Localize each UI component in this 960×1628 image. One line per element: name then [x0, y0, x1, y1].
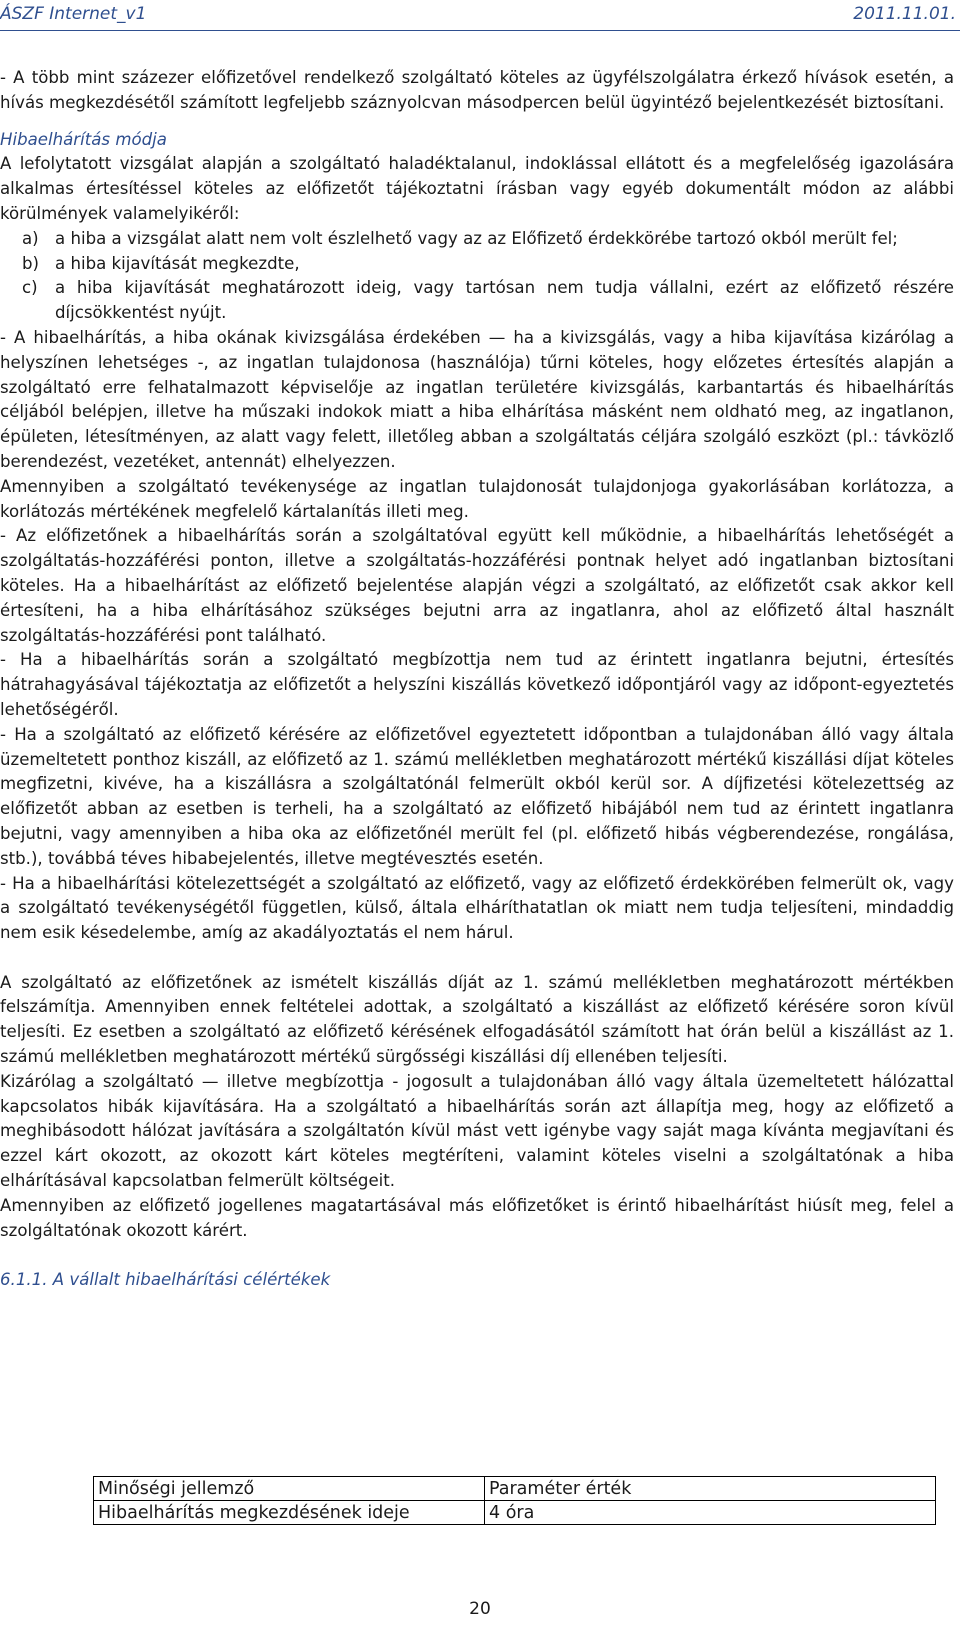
list-item-text: a hiba kijavítását meghatározott ideig, vagy tartósan nem tudja vállalni, ezért az előfizető részére díjcsökkentést nyújt.: [55, 278, 954, 323]
paragraph: - Ha a hibaelhárítási kötelezettségét a szolgáltató az előfizető, vagy az előfizető érdekkörében felmerült ok, vagy a szolgáltató tevékenységétől független, külső, általa elháríthatatlan ok miatt nem tudja teljesíteni, mindaddig nem esik késedelembe, amíg az akadályoztatás el nem hárul.: [0, 873, 954, 943]
table-header-cell: Paraméter érték: [485, 1477, 936, 1501]
paragraph: Kizárólag a szolgáltató — illetve megbízottja - jogosult a tulajdonában álló vagy általa üzemeltetett hálózattal kapcsolatos hibák kijavítására. Ha a szolgáltató a hibaelhárítás során azt állapítja meg, hogy az előfizető a meghibásodott hálózat javítására a szolgáltatón kívül mást vett igénybe vagy saját maga kívánta megjavítani és ezzel kárt okozott, az okozott kárt köteles megtéríteni, valamint köteles viselni a szolgáltatónak a hiba elhárításával kapcsolatban felmerült költségeit.: [0, 1071, 954, 1191]
paragraph: Amennyiben a szolgáltató tevékenysége az ingatlan tulajdonosát tulajdonjoga gyakorlásában korlátozza, a korlátozás mértékének megfelelő kártalanítás illeti meg.: [0, 476, 954, 521]
table-cell: Hibaelhárítás megkezdésének ideje: [94, 1501, 485, 1525]
page-header: [0, 0, 960, 31]
list-item-text: a hiba kijavítását megkezdte,: [55, 253, 300, 273]
paragraph: - Ha a szolgáltató az előfizető kérésére az előfizetővel egyeztetett időpontban a tulajdonában álló vagy általa üzemeltetett ponthoz kiszáll, az előfizető az 1. számú mellékletben meghatározott mértékű kiszállási díjat köteles megfizetni, kivéve, ha a kiszállásra a szolgáltatónál felmerült okból kerül sor. A díjfizetési kötelezettség az előfizetőt abban az esetben is terheli, ha a szolgáltató az előfizető hibájából nem tud az érintett ingatlanra bejutni, vagy amennyiben a hiba oka az előfizetőnél merült fel (pl. előfizető hibás végberendezése, rongálása, stb.), továbbá téves hibabejelentés, illetve megtévesztés esetén.: [0, 724, 954, 868]
target-values-table: [93, 1476, 936, 1525]
list-item-text: a hiba a vizsgálat alatt nem volt észlelhető vagy az az Előfizető érdekkörébe tartozó okból merült fel;: [55, 228, 898, 248]
intro-paragraph: - A több mint százezer előfizetővel rendelkező szolgáltató köteles az ügyfélszolgálatra érkező hívások esetén, a hívás megkezdésétől számított legfeljebb száznyolcvan másodpercen belül ügyintéző bejelentkezését biztosítani.: [0, 68, 954, 112]
section-title: Hibaelhárítás módja: [0, 129, 167, 149]
paragraph: - Az előfizetőnek a hibaelhárítás során a szolgáltatóval együtt kell működnie, a hibaelhárítás lehetőségét a szolgáltatás-hozzáférési ponton, illetve a szolgáltatás-hozzáférési pontnak helyet adó ingatlanban biztosítani köteles. Ha a hibaelhárítást az előfizető bejelentése alapján végzi a szolgáltató, az előfizetőt csak akkor kell értesíteni, ha a hiba elhárításához szükséges bejutni arra az ingatlanra, ahol az előfizető által használt szolgáltatás-hozzáférési pont található.: [0, 526, 954, 645]
paragraph: - Ha a hibaelhárítás során a szolgáltató megbízottja nem tud az érintett ingatlanra bejutni, értesítés hátrahagyásával tájékoztatja az előfizetőt a helyszíni kiszállás következő időpontjáról vagy az időpont-egyeztetés lehetőségéről.: [0, 650, 954, 719]
table-header-cell: Minőségi jellemző: [94, 1477, 485, 1501]
paragraph: A lefolytatott vizsgálat alapján a szolgáltató haladéktalanul, indoklással ellátott és a megfelelőség igazolására alkalmas értesítéssel köteles az előfizetőt tájékoztatni írásban vagy egyéb dokumentált módon az alábbi körülmények valamelyikéről:: [0, 154, 954, 223]
body-text: [0, 66, 954, 1293]
list-item-label: a): [22, 228, 39, 248]
list-item: [0, 227, 954, 252]
header-date: 2011.11.01.: [853, 4, 956, 24]
condition-list: [0, 227, 954, 326]
table-header-row: [94, 1477, 936, 1501]
list-item-label: b): [22, 253, 40, 273]
header-document-name: ÁSZF Internet_v1: [0, 4, 147, 24]
list-item: [0, 276, 954, 326]
list-item: [0, 252, 954, 277]
list-item-label: c): [22, 278, 38, 298]
table-row: [94, 1501, 936, 1525]
paragraph: Amennyiben az előfizető jogellenes magatartásával más előfizetőket is érintő hibaelhárítást hiúsít meg, felel a szolgáltatónak okozott kárért.: [0, 1195, 954, 1240]
subsection-title: 6.1.1. A vállalt hibaelhárítási célértékek: [0, 1270, 331, 1290]
page-number: 20: [469, 1599, 491, 1619]
paragraph: A szolgáltató az előfizetőnek az ismételt kiszállás díját az 1. számú mellékletben meghatározott mértékben felszámítja. Amennyiben ennek feltételei adottak, a szolgáltató a kiszállást az előfizető kérésére soron kívül teljesíti. Ez esetben a szolgáltató az előfizető kérésének elfogadásától számított hat órán belül a kiszállást az 1. számú mellékletben meghatározott mértékű sürgősségi kiszállási díj ellenében teljesíti.: [0, 972, 954, 1067]
paragraph: - A hibaelhárítás, a hiba okának kivizsgálása érdekében — ha a kivizsgálás, vagy a hiba kijavítása kizárólag a helyszínen lehetséges -, az ingatlan tulajdonosa (használója) tűrni köteles, hogy előzetes értesítés alapján a szolgáltató erre felhatalmazott képviselője az ingatlan területére kivizsgálás, karbantartás és hibaelhárítás céljából belépjen, illetve ha műszaki indokok miatt a hiba elhárítása másként nem oldható meg, az ingatlanon, épületen, létesítményen, az alatt vagy felett, illetőleg abban a szolgáltatás céljára szolgáló eszközt (pl.: távközlő berendezést, vezetéket, antennát) elhelyezzen.: [0, 327, 954, 471]
table-cell: 4 óra: [485, 1501, 936, 1525]
